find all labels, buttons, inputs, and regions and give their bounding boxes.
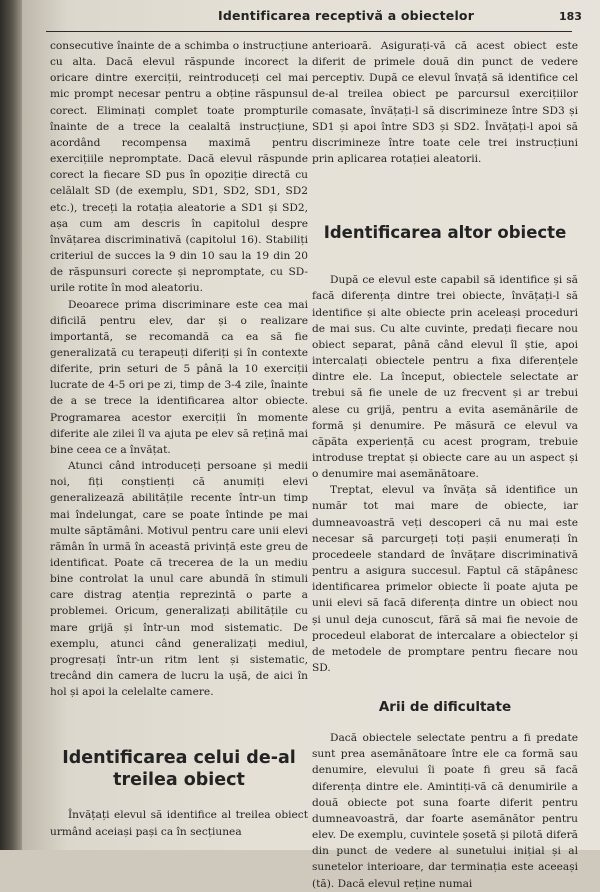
book-spine-shadow [0, 0, 22, 850]
left-paragraph-1: consecutive înainte de a schimba o instrucțiune cu alta. Dacă elevul răspunde incorect la oricare dintre exerciții, reintroduceți cel mai mic prompt necesar pentru a obține răspunsul corect. Eliminați complet toate prompturile înainte de a trece la cealaltă instrucțiune, acordând recompensa maximă pentru exercițiile nepromptate. Dacă elevul răspunde corect la fiecare SD pus în opoziție directă cu celălalt SD (de exemplu, SD1, SD2, SD1, SD2 etc.), treceți la rotația aleatorie a SD1 și SD2, așa cum am descris în capitolul despre învățarea discriminativă (capitolul 16). Stabiliți criteriul de succes la 9 din 10 sau la 19 din 20 de răspunsuri corecte și nepromptate, cu SD-urile rotite în mod aleatoriu. [50, 40, 308, 295]
header-rule [46, 31, 572, 32]
right-column [312, 38, 578, 892]
running-title: Identificarea receptivă a obiectelor [218, 8, 475, 23]
right-paragraph-1: anterioară. Asigurați-vă că acest obiect este diferit de primele două din punct de vedere perceptiv. După ce elevul învață să identifice cel de-al treilea obiect pe parcursul exercițiilor comasate, învățați-l să discrimineze între SD3 și SD1 și apoi între SD3 și SD2. Învățați-l apoi să discrimineze între toate cele trei instrucțiuni prin aplicarea rotației aleatorii. [312, 40, 578, 166]
section-heading-third-object: Identificarea celui de-al treilea obiect [62, 748, 296, 791]
subsection-heading-difficulties: Arii de dificultate [378, 699, 512, 716]
right-paragraph-4: Dacă obiectele selectate pentru a fi predate sunt prea asemănătoare între ele ca formă sau denumire, elevului îi poate fi greu să facă diferența dintre ele. Amintiți-vă că denumirile a două obiecte pot suna foarte diferit pentru dumneavoastră, dar foarte asemănător pentru elev. De exemplu, cuvintele șosetă și pilotă diferă din punct de vedere al sunetului inițial și al sunetelor interioare, dar terminația este aceeași (tă). Dacă elevul reține numai [312, 732, 578, 890]
page-number: 183 [559, 10, 582, 23]
left-paragraph-2: Deoarece prima discriminare este cea mai dificilă pentru elev, dar și o realizare importantă, se recomandă ca ea să fie generalizată cu terapeuți diferiți și în contexte diferite, prin seturi de 5 până la 10 exerciții lucrate de 4-5 ori pe zi, timp de 3-4 zile, înainte de a se trece la identificarea altor obiecte. Programarea acestor exerciții în momente diferite ale zilei îl va ajuta pe elev să rețină mai bine ceea ce a învățat. [50, 298, 308, 456]
left-paragraph-4: Învățați elevul să identifice al treilea obiect urmând aceiași pași ca în secțiunea [50, 809, 308, 838]
left-column [50, 38, 308, 840]
left-paragraph-3: Atunci când introduceți persoane și medii noi, fiți conștienți că anumiți elevi generalizează abilitățile recente într-un timp mai îndelungat, care se poate întinde pe mai multe săptămâni. Motivul pentru care unii elevi rămân în urmă în această privință este greu de identificat. Poate că trecerea de la un mediu bine controlat la unul care abundă în stimuli care distrag atenția reprezintă o parte a problemei. Oricum, generalizați abilitățile cu mare grijă și într-un mod sistematic. De exemplu, atunci când generalizați mediul, progresați într-un ritm lent și sistematic, trecând din camera de lucru la ușă, de aici în hol și apoi la celelalte camere. [50, 460, 308, 699]
right-paragraph-2: După ce elevul este capabil să identifice și să facă diferența dintre trei obiecte, învățați-l să identifice și alte obiecte prin aceleași proceduri de mai sus. Cu alte cuvinte, predați fiecare nou obiect separat, până când elevul îl știe, apoi intercalați obiectele pentru a fixa diferențele dintre ele. La început, obiectele selectate ar trebui să fie unele de uz frecvent și ar trebui alese cu grijă, pentru a evita asemănările de formă și denumire. Pe măsură ce elevul va căpăta experiență cu acest program, trebuie introduse treptat și obiecte care au un aspect și o denumire mai asemănătoare. [312, 274, 578, 481]
right-paragraph-3: Treptat, elevul va învăța să identifice un număr tot mai mare de obiecte, iar dumneavoastră veți descoperi că nu mai este necesar să parcurgeți toți pașii enumerați în procedeele standard de învățare discriminativă pentru a asigura succesul. Faptul că stăpânesc identificarea primelor obiecte îi poate ajuta pe unii elevi să facă diferența dintre un obiect nou și unul deja cunoscut, fără să mai fie nevoie de procedeul elaborat de intercalare a obiectelor și de metodele de promptare pentru fiecare nou SD. [312, 484, 578, 674]
book-page [22, 0, 600, 890]
section-heading-other-objects: Identificarea altor obiecte [323, 223, 567, 243]
